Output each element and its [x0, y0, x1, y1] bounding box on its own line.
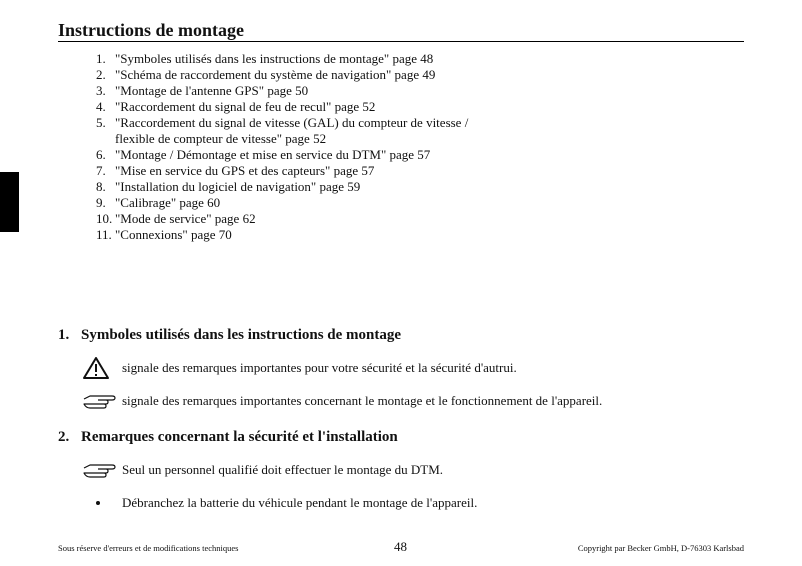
- toc-num: 1.: [96, 51, 106, 66]
- toc-item-8[interactable]: [96, 179, 616, 195]
- section-title: Remarques concernant la sécurité et l'installation: [81, 429, 398, 445]
- toc-item-11[interactable]: [96, 227, 616, 243]
- toc-num: 10.: [96, 211, 113, 226]
- page-title: Instructions de montage: [58, 20, 744, 42]
- chapter-side-tab: [0, 172, 19, 232]
- qualified-staff-note: [82, 462, 443, 478]
- warning-triangle-icon: [82, 356, 122, 380]
- footer-disclaimer: Sous réserve d'erreurs et de modifications techniques: [58, 543, 239, 553]
- toc-text: "Raccordement du signal de feu de recul" page 52: [115, 99, 376, 114]
- toc-num: 9.: [96, 195, 106, 210]
- section-title: Symboles utilisés dans les instructions de montage: [81, 327, 402, 343]
- bullet-icon: [82, 501, 122, 505]
- toc-text: "Symboles utilisés dans les instructions de montage" page 48: [115, 51, 434, 66]
- toc-text: "Mode de service" page 62: [115, 211, 256, 226]
- section-number: 2.: [58, 429, 70, 445]
- toc-num: 11.: [96, 227, 112, 242]
- bullet-item: [82, 495, 477, 511]
- page-number: 48: [394, 539, 407, 554]
- toc-item-9[interactable]: [96, 195, 616, 211]
- toc-num: 3.: [96, 83, 106, 98]
- toc-num: 2.: [96, 67, 106, 82]
- toc-item-6[interactable]: [96, 147, 616, 163]
- bullet-text: Débranchez la batterie du véhicule pendant le montage de l'appareil.: [122, 495, 478, 510]
- footer-copyright: Copyright par Becker GmbH, D-76303 Karlsbad: [577, 543, 744, 553]
- toc-num: 6.: [96, 147, 106, 162]
- info-text: signale des remarques importantes concernant le montage et le fonctionnement de l'appareil.: [122, 393, 603, 408]
- info-note: [82, 393, 602, 409]
- toc-num: 4.: [96, 99, 106, 114]
- toc-item-5[interactable]: [96, 115, 481, 147]
- toc-text: "Raccordement du signal de vitesse (GAL) du compteur de vitesse / flexible de compteur de vitesse" page 52: [115, 115, 469, 146]
- toc-text: "Montage de l'antenne GPS" page 50: [115, 83, 309, 98]
- toc-text: "Mise en service du GPS et des capteurs" page 57: [115, 163, 375, 178]
- toc-item-10[interactable]: [96, 211, 616, 227]
- toc-item-3[interactable]: [96, 83, 616, 99]
- toc-item-7[interactable]: [96, 163, 616, 179]
- table-of-contents: [96, 51, 616, 243]
- section-number: 1.: [58, 327, 70, 343]
- toc-item-2[interactable]: [96, 67, 616, 83]
- section-1-heading: [58, 326, 401, 344]
- toc-num: 7.: [96, 163, 106, 178]
- toc-text: "Connexions" page 70: [115, 227, 232, 242]
- toc-item-1[interactable]: [96, 51, 616, 67]
- pointing-hand-icon: [82, 393, 122, 409]
- warning-note: [82, 356, 517, 380]
- note-text: Seul un personnel qualifié doit effectuer le montage du DTM.: [122, 462, 444, 477]
- toc-item-4[interactable]: [96, 99, 616, 115]
- toc-num: 8.: [96, 179, 106, 194]
- toc-text: "Installation du logiciel de navigation" page 59: [115, 179, 361, 194]
- toc-num: 5.: [96, 115, 106, 130]
- section-2-heading: [58, 428, 398, 446]
- toc-text: "Schéma de raccordement du système de navigation" page 49: [115, 67, 436, 82]
- pointing-hand-icon: [82, 462, 122, 478]
- warning-text: signale des remarques importantes pour votre sécurité et la sécurité d'autrui.: [122, 360, 517, 375]
- toc-text: "Calibrage" page 60: [115, 195, 221, 210]
- toc-text: "Montage / Démontage et mise en service du DTM" page 57: [115, 147, 431, 162]
